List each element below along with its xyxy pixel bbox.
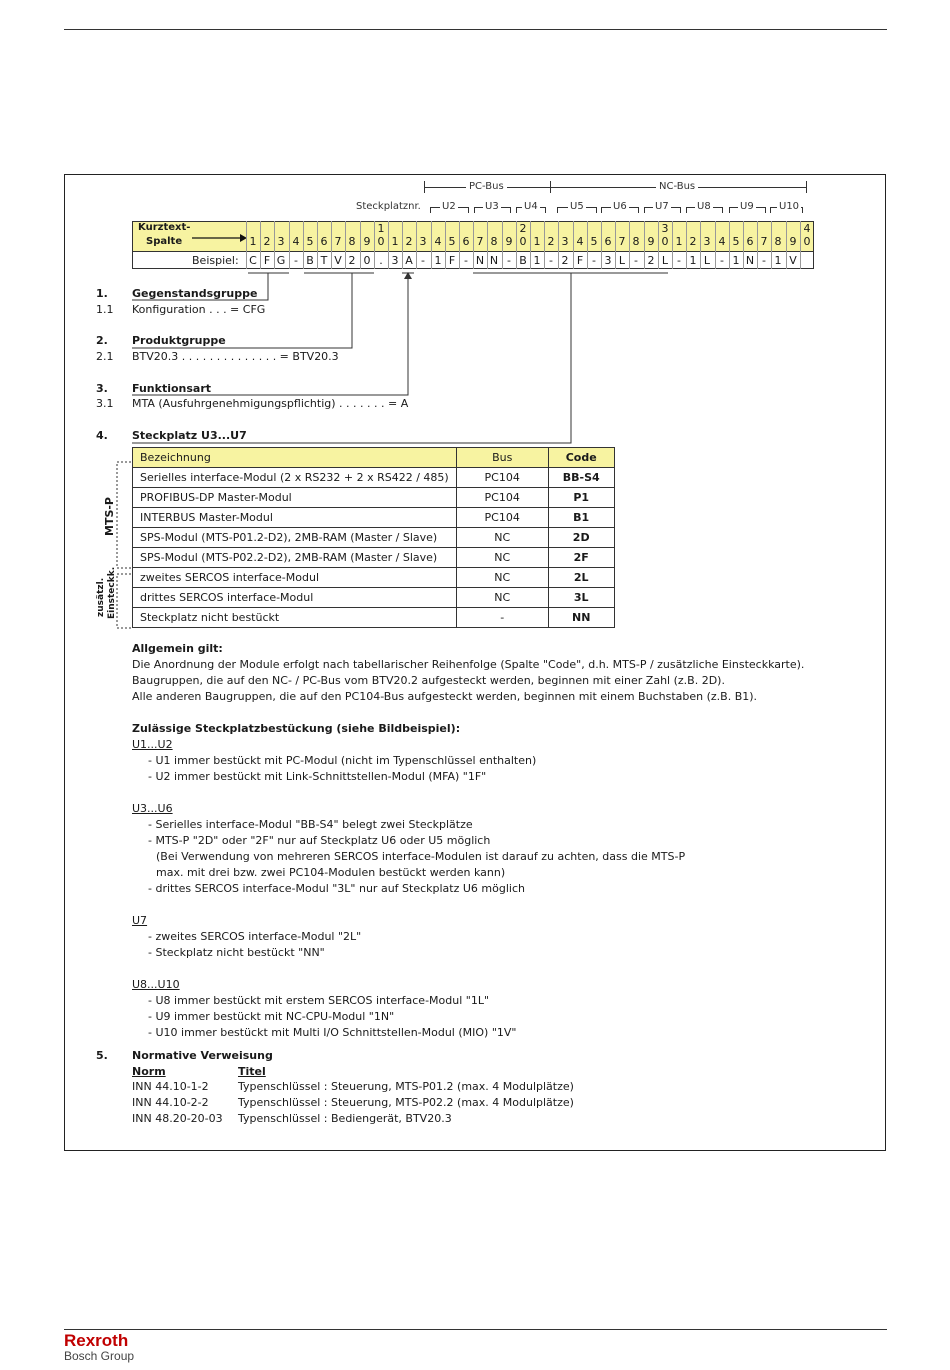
column-number: 2 [547, 235, 555, 248]
column-number: 3 [561, 235, 569, 248]
column-number: 6 [320, 235, 328, 248]
titel-cell: Typenschlüssel : Bediengerät, BTV20.3 [238, 1112, 452, 1125]
section-3-title: Funktionsart [132, 382, 212, 395]
zulaessig-block [132, 721, 685, 1041]
example-char: L [703, 254, 711, 267]
u3-u6-heading: U3...U6 [132, 802, 173, 815]
row-code: B1 [548, 508, 614, 528]
slot-label: U5 [570, 201, 584, 212]
module-table [132, 447, 615, 628]
column-number: 5 [448, 235, 456, 248]
row-bus: NC [456, 548, 548, 568]
column-number: 5 [732, 235, 740, 248]
column-number: 9 [647, 235, 655, 248]
section-5-title: Normative Verweisung [132, 1049, 273, 1062]
example-char: - [762, 254, 766, 267]
row-desc: PROFIBUS-DP Master-Modul [133, 488, 457, 508]
example-char: - [507, 254, 511, 267]
table-row [133, 488, 615, 508]
allgemein-line: Alle anderen Baugruppen, die auf den PC104-Bus aufgesteckt werden, beginnen mit einem Buchstaben (z.B. B1). [132, 690, 758, 703]
section-2-1-text: BTV20.3 . . . . . . . . . . . . . . = BTV20.3 [132, 350, 339, 363]
group-brackets [115, 460, 135, 630]
column-number: 9 [505, 235, 513, 248]
example-char: - [592, 254, 596, 267]
titel-cell: Typenschlüssel : Steuerung, MTS-P01.2 (max. 4 Modulplätze) [238, 1080, 574, 1093]
header-code: Code [548, 448, 614, 468]
allgemein-title: Allgemein gilt: [132, 642, 223, 655]
allgemein-line: Die Anordnung der Module erfolgt nach tabellarischer Reihenfolge (Spalte "Code", d.h. MTS-P / zusätzliche Einsteckkarte). [132, 658, 805, 671]
u10-line: - U10 immer bestückt mit Multi I/O Schnittstellen-Modul (MIO) "1V" [148, 1026, 517, 1039]
column-number: 7 [618, 235, 626, 248]
example-char: - [549, 254, 553, 267]
u3-line: - Serielles interface-Modul "BB-S4" belegt zwei Steckplätze [148, 818, 473, 831]
norm-cell: INN 44.10-1-2 [132, 1080, 209, 1093]
example-char: C [249, 254, 257, 267]
column-number: 9 [789, 235, 797, 248]
titel-cell: Typenschlüssel : Steuerung, MTS-P02.2 (max. 4 Modulplätze) [238, 1096, 574, 1109]
example-char: - [421, 254, 425, 267]
column-number: 4 [718, 235, 726, 248]
column-number: 8 [774, 235, 782, 248]
example-char: V [334, 254, 342, 267]
table-row [133, 548, 615, 568]
example-char: L [618, 254, 626, 267]
group-label-einsteckk: Einsteckk. [107, 566, 117, 619]
group-label-zusaetzl: zusätzl. [96, 577, 106, 617]
rexroth-logo [64, 1331, 134, 1363]
column-number: 8 [632, 235, 640, 248]
u7-heading: U7 [132, 914, 148, 927]
section-1-number: 1. [96, 287, 108, 300]
example-char: 1 [533, 254, 541, 267]
example-char: F [576, 254, 584, 267]
column-tens-digit: 4 [803, 222, 811, 235]
row-code: 3L [548, 588, 614, 608]
row-bus: PC104 [456, 508, 548, 528]
norm-cell: INN 48.20-20-03 [132, 1112, 223, 1125]
column-tens-digit: 3 [661, 222, 669, 235]
column-number: 2 [263, 235, 271, 248]
table-row [133, 608, 615, 628]
example-char: B [306, 254, 314, 267]
slot-label: U4 [524, 201, 538, 212]
column-number: 0 [661, 235, 669, 248]
example-char: F [263, 254, 271, 267]
slot-label: U8 [697, 201, 711, 212]
row-bus: NC [456, 528, 548, 548]
example-char: - [634, 254, 638, 267]
column-number: 1 [675, 235, 683, 248]
bottom-rule [64, 1329, 887, 1330]
column-number: 0 [377, 235, 385, 248]
example-char: - [720, 254, 724, 267]
column-number: 0 [803, 235, 811, 248]
column-number: 8 [348, 235, 356, 248]
u1-line: - U1 immer bestückt mit PC-Modul (nicht im Typenschlüssel enthalten) [148, 754, 537, 767]
nc-bus-label: NC-Bus [656, 181, 698, 192]
row-bus: NC [456, 568, 548, 588]
example-char: 1 [774, 254, 782, 267]
u8-u10-heading: U8...U10 [132, 978, 180, 991]
slot-label: U7 [655, 201, 669, 212]
section-1-title: Gegenstandsgruppe [132, 287, 258, 300]
u3-line: - MTS-P "2D" oder "2F" nur auf Steckplatz U6 oder U5 möglich [148, 834, 491, 847]
norm-cell: INN 44.10-2-2 [132, 1096, 209, 1109]
kurztext-label: Kurztext- [138, 222, 191, 233]
column-number: 3 [277, 235, 285, 248]
column-number: 3 [703, 235, 711, 248]
header-bezeichnung: Bezeichnung [133, 448, 457, 468]
row-desc: Serielles interface-Modul (2 x RS232 + 2 x RS422 / 485) [133, 468, 457, 488]
column-number: 5 [590, 235, 598, 248]
column-number: 1 [391, 235, 399, 248]
example-char: 2 [348, 254, 356, 267]
column-tens-digit: 1 [377, 222, 385, 235]
section-3-1-number: 3.1 [96, 397, 114, 410]
row-code: 2F [548, 548, 614, 568]
example-char: B [519, 254, 527, 267]
section-1-1-text: Konfiguration . . . = CFG [132, 303, 266, 316]
column-number: 2 [405, 235, 413, 248]
u1-u2-heading: U1...U2 [132, 738, 173, 751]
slot-label: U10 [779, 201, 800, 212]
slot-label: U2 [442, 201, 456, 212]
row-desc: drittes SERCOS interface-Modul [133, 588, 457, 608]
allgemein-block [132, 641, 804, 705]
zulaessig-title: Zulässige Steckplatzbestückung (siehe Bildbeispiel): [132, 722, 461, 735]
row-bus: PC104 [456, 468, 548, 488]
example-char: - [294, 254, 298, 267]
row-code: P1 [548, 488, 614, 508]
table-row [133, 568, 615, 588]
column-number: 9 [363, 235, 371, 248]
pc-bus-label: PC-Bus [466, 181, 507, 192]
column-number: 4 [576, 235, 584, 248]
section-4-title: Steckplatz U3...U7 [132, 429, 247, 442]
u3-line: - drittes SERCOS interface-Modul "3L" nur auf Steckplatz U6 möglich [148, 882, 525, 895]
table-row [133, 588, 615, 608]
u3-paren-line: max. mit drei bzw. zwei PC104-Modulen bestückt werden kann) [156, 866, 506, 879]
example-char: T [320, 254, 328, 267]
row-desc: INTERBUS Master-Modul [133, 508, 457, 528]
example-char: 3 [391, 254, 399, 267]
example-char: . [379, 254, 383, 267]
u7-line: - Steckplatz nicht bestückt "NN" [148, 946, 325, 959]
row-bus: - [456, 608, 548, 628]
row-bus: NC [456, 588, 548, 608]
column-number: 0 [519, 235, 527, 248]
row-code: BB-S4 [548, 468, 614, 488]
example-char: G [276, 254, 286, 267]
example-char: 2 [561, 254, 569, 267]
row-desc: SPS-Modul (MTS-P02.2-D2), 2MB-RAM (Master / Slave) [133, 548, 457, 568]
brand-name: Rexroth [64, 1331, 129, 1350]
section-2-1-number: 2.1 [96, 350, 114, 363]
u3-paren-line: (Bei Verwendung von mehreren SERCOS interface-Modulen ist darauf zu achten, dass die MTS-P [156, 850, 686, 863]
table-header-row [133, 448, 615, 468]
section-5-number: 5. [96, 1049, 108, 1062]
column-number: 8 [490, 235, 498, 248]
header-bus: Bus [456, 448, 548, 468]
column-number: 6 [462, 235, 470, 248]
column-number: 6 [746, 235, 754, 248]
col-norm-header: Norm [132, 1065, 166, 1078]
row-desc: Steckplatz nicht bestückt [133, 608, 457, 628]
u9-line: - U9 immer bestückt mit NC-CPU-Modul "1N" [148, 1010, 395, 1023]
example-char: 2 [647, 254, 655, 267]
example-char: A [405, 254, 413, 267]
row-desc: SPS-Modul (MTS-P01.2-D2), 2MB-RAM (Master / Slave) [133, 528, 457, 548]
spalte-label: Spalte [146, 236, 183, 247]
example-char: 0 [363, 254, 371, 267]
section-2-number: 2. [96, 334, 108, 347]
column-number: 1 [249, 235, 257, 248]
example-char: L [661, 254, 669, 267]
column-number: 7 [476, 235, 484, 248]
column-number: 7 [334, 235, 342, 248]
group-label-mts-p: MTS-P [103, 497, 116, 536]
section-3-number: 3. [96, 382, 108, 395]
row-code: 2D [548, 528, 614, 548]
slot-label: U9 [740, 201, 754, 212]
column-number: 4 [292, 235, 300, 248]
section-4-number: 4. [96, 429, 108, 442]
row-desc: zweites SERCOS interface-Modul [133, 568, 457, 588]
example-char: F [448, 254, 456, 267]
column-number: 7 [760, 235, 768, 248]
slot-label: U6 [613, 201, 627, 212]
slot-label: U3 [485, 201, 499, 212]
column-number: 3 [419, 235, 427, 248]
u7-line: - zweites SERCOS interface-Modul "2L" [148, 930, 362, 943]
example-char: 1 [689, 254, 697, 267]
row-bus: PC104 [456, 488, 548, 508]
column-number: 6 [604, 235, 612, 248]
column-number: 1 [533, 235, 541, 248]
example-char: - [677, 254, 681, 267]
column-number: 5 [306, 235, 314, 248]
row-code: NN [548, 608, 614, 628]
example-char: N [475, 254, 485, 267]
example-char: V [789, 254, 797, 267]
beispiel-label: Beispiel: [192, 254, 239, 267]
row-code: 2L [548, 568, 614, 588]
table-row [133, 528, 615, 548]
section-2-title: Produktgruppe [132, 334, 226, 347]
example-char: 3 [604, 254, 612, 267]
column-number: 4 [434, 235, 442, 248]
column-tens-digit: 2 [519, 222, 527, 235]
example-char: 1 [732, 254, 740, 267]
section-3-1-text: MTA (Ausfuhrgenehmigungspflichtig) . . . . . . . = A [132, 397, 409, 410]
example-char: 1 [434, 254, 442, 267]
u2-line: - U2 immer bestückt mit Link-Schnittstellen-Modul (MFA) "1F" [148, 770, 487, 783]
example-char: N [745, 254, 755, 267]
col-titel-header: Titel [238, 1065, 266, 1078]
section-1-1-number: 1.1 [96, 303, 114, 316]
example-char: N [489, 254, 499, 267]
steckplatz-label: Steckplatznr. [356, 201, 421, 212]
u8-line: - U8 immer bestückt mit erstem SERCOS interface-Modul "1L" [148, 994, 490, 1007]
table-row [133, 508, 615, 528]
allgemein-line: Baugruppen, die auf den NC- / PC-Bus vom BTV20.2 aufgesteckt werden, beginnen mit einer Zahl (z.B. 2D). [132, 674, 725, 687]
column-number: 2 [689, 235, 697, 248]
table-row [133, 468, 615, 488]
brand-group: Bosch Group [64, 1349, 135, 1363]
example-char: - [464, 254, 468, 267]
